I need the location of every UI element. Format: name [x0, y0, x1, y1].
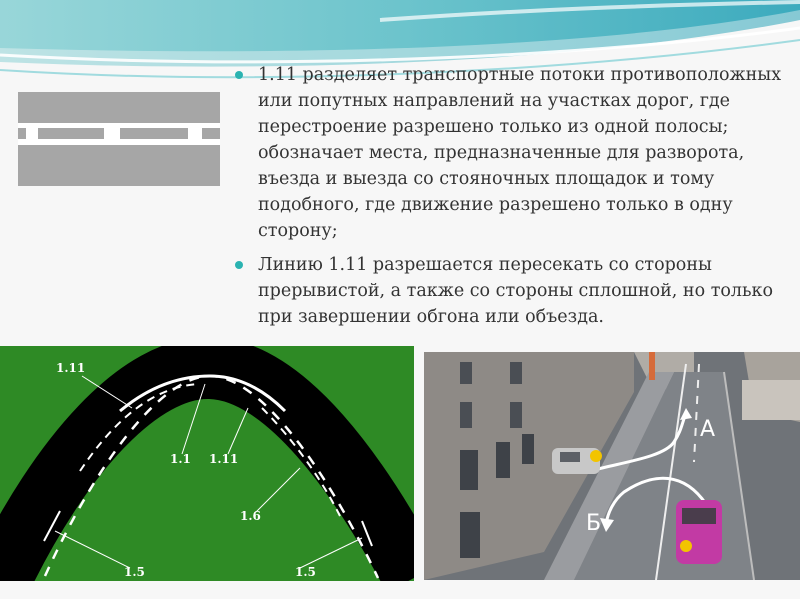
- street-photo: [424, 352, 800, 580]
- bullet-list: [232, 62, 792, 338]
- diagram-label: 1.5: [124, 565, 145, 579]
- diagram-label: 1.6: [240, 509, 261, 523]
- photo-label: Б: [586, 511, 602, 536]
- diagram-label: 1.11: [209, 452, 239, 466]
- diagram-label: 1.1: [170, 452, 191, 466]
- bullet-item: [232, 252, 792, 330]
- bullet-item: [232, 62, 792, 244]
- diagram-label: 1.11: [56, 361, 86, 375]
- bullet-text: 1.11 разделяет транспортные потоки противоположных или попутных направлений на участках дорог, где перестроение разрешено только из одной полосы; обозначает места, предназначенные для разворота, въезда и выезда со стояночных площадок и тому подобного, где движение разрешено только в одну сторону;: [258, 65, 782, 241]
- bullet-dot-icon: [235, 261, 243, 269]
- diagram-label: 1.5: [295, 565, 316, 579]
- road-curve-diagram: [0, 346, 414, 581]
- bullet-text: Линию 1.11 разрешается пересекать со стороны прерывистой, а также со стороны сплошной, но только при завершении обгона или объезда.: [258, 255, 774, 327]
- road-marking-1-11-icon: [18, 92, 220, 186]
- photo-label: А: [700, 417, 716, 442]
- bullet-dot-icon: [235, 71, 243, 79]
